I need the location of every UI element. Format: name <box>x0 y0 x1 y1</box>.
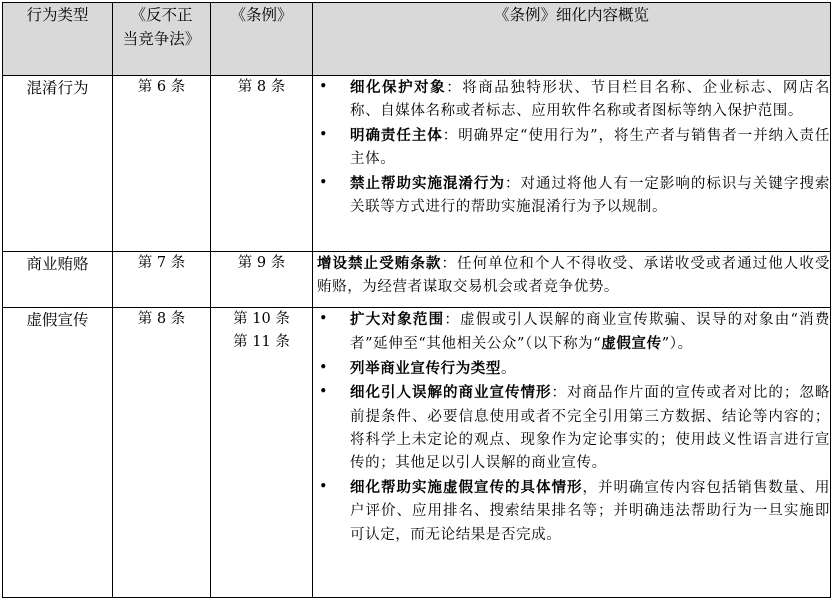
list-item <box>313 476 830 547</box>
regulation-article-cell <box>211 308 313 598</box>
item-heading: 禁止帮助实施混淆行为 <box>350 174 505 192</box>
header-law <box>113 3 211 76</box>
header-law-line1: 《反不正 <box>130 6 193 24</box>
item-emphasis: 虚假宣传 <box>601 335 662 353</box>
bullet-icon: • <box>319 311 329 327</box>
regulation-article: 第 11 条 <box>233 334 290 350</box>
item-heading: 明确责任主体 <box>350 126 443 144</box>
list-item <box>313 76 830 124</box>
law-article-cell: 第 6 条 <box>113 76 211 252</box>
row-type-cell: 商业贿赂 <box>3 252 113 308</box>
overview-cell <box>313 252 831 308</box>
table-row <box>3 308 831 598</box>
table-row <box>3 252 831 308</box>
item-heading: 增设禁止受贿条款 <box>317 255 442 272</box>
overview-paragraph <box>313 252 830 300</box>
item-heading: 细化引人误解的商业宣传情形 <box>350 384 552 402</box>
item-text: ：对通过将他人有一定影响的标识与关键字搜索关联等方式进行的帮助实施混淆行为予以规制。 <box>350 175 830 216</box>
regulation-comparison-table <box>2 2 831 598</box>
overview-list <box>313 76 830 219</box>
item-heading: 列举商业宣传行为类型 <box>350 359 501 377</box>
header-behavior-type: 行为类型 <box>3 3 113 76</box>
regulation-article: 第 10 条 <box>233 311 290 327</box>
list-item <box>313 172 830 220</box>
item-text: ：虚假或引人误解的商业宣传欺骗、误导的对象由“消费者”延伸至“其他相关公众”（以下称为“ <box>350 312 830 353</box>
bullet-icon: • <box>319 359 329 376</box>
header-overview: 《条例》细化内容概览 <box>313 3 831 76</box>
item-text-tail: ”）。 <box>661 336 693 353</box>
bullet-icon: • <box>319 384 329 401</box>
item-heading: 扩大对象范围 <box>350 311 445 328</box>
item-heading: 细化帮助实施虚假宣传的具体情形 <box>350 478 583 496</box>
law-article-cell: 第 8 条 <box>113 308 211 598</box>
regulation-article-cell <box>211 252 313 308</box>
table-row <box>3 76 831 252</box>
bullet-icon: • <box>319 478 329 495</box>
bullet-icon: • <box>319 79 329 95</box>
bullet-icon: • <box>319 174 329 191</box>
row-type-cell: 混淆行为 <box>3 76 113 252</box>
row-type-cell: 虚假宣传 <box>3 308 113 598</box>
law-article-cell: 第 7 条 <box>113 252 211 308</box>
list-item <box>313 308 830 357</box>
header-regulation: 《条例》 <box>211 3 313 76</box>
item-text: 。 <box>501 360 517 377</box>
list-item <box>313 124 830 172</box>
overview-cell <box>313 76 831 252</box>
item-text: ：任何单位和个人不得收受、承诺收受或者通过他人收受贿赂，为经营者谋取交易机会或者竞争优势。 <box>317 256 830 296</box>
item-text: ：明确界定“使用行为”，将生产者与销售者一并纳入责任主体。 <box>350 127 830 168</box>
item-heading: 细化保护对象 <box>350 79 447 96</box>
item-text: ：将商品独特形状、节目栏目名称、企业标志、网店名称、自媒体名称或者标志、应用软件名称或者图标等纳入保护范围。 <box>350 80 830 120</box>
item-text: ：对商品作片面的宣传或者对比的；忽略前提条件、必要信息使用或者不完全引用第三方数据、结论等内容的；将科学上未定论的观点、现象作为定论事实的；使用歧义性语言进行宣传的；其他足以引人误解的商业宣传。 <box>350 385 830 472</box>
regulation-article: 第 9 条 <box>237 255 286 271</box>
list-item <box>313 357 830 381</box>
table-header-row <box>3 3 831 76</box>
regulation-article: 第 8 条 <box>237 79 286 95</box>
overview-cell <box>313 308 831 598</box>
list-item <box>313 381 830 476</box>
regulation-article-cell <box>211 76 313 252</box>
item-text: ，并明确宣传内容包括销售数量、用户评价、应用排名、搜索结果排名等；并明确违法帮助行为一旦实施即可认定，而无论结果是否完成。 <box>350 479 830 543</box>
overview-list <box>313 308 830 547</box>
bullet-icon: • <box>319 126 329 143</box>
header-law-line2: 当竞争法》 <box>122 30 201 48</box>
